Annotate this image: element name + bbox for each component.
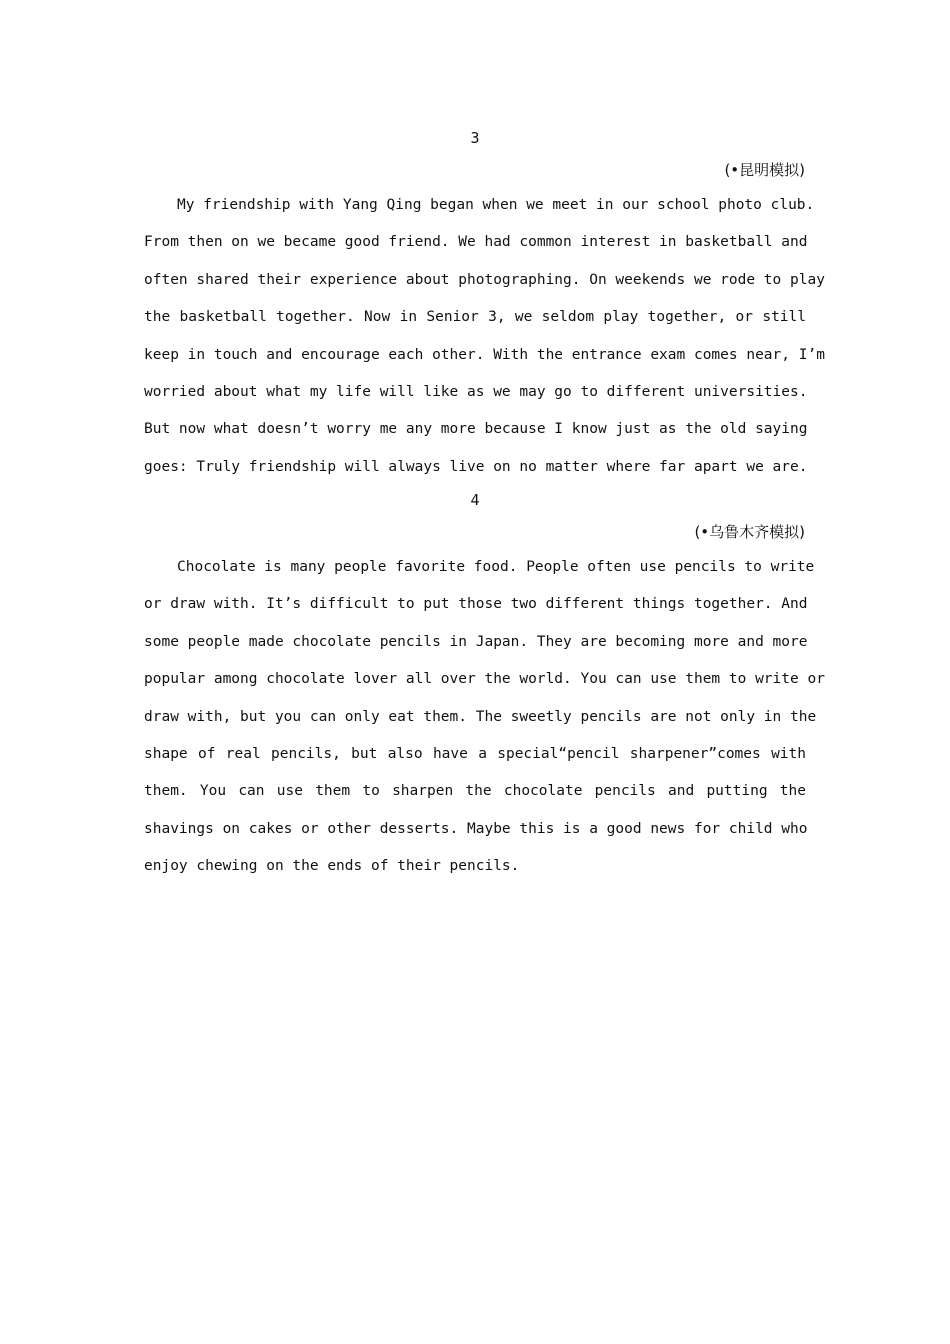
passage-line: My friendship with Yang Qing began when we meet in our school photo club. [177, 197, 815, 213]
passage-line: or draw with. It’s difficult to put those two different things together. And [144, 596, 808, 613]
passage-line: From then on we became good friend. We had common interest in basketball and [144, 234, 808, 251]
passage-line: But now what doesn’t worry me any more because I know just as the old saying [144, 421, 808, 438]
passage-line: popular among chocolate lover all over the world. You can use them to write or [144, 671, 825, 688]
passage-line: shape of real pencils, but also have a special“pencil sharpener”comes with [144, 745, 806, 762]
passage-line: draw with, but you can only eat them. The sweetly pencils are not only in the [144, 708, 817, 725]
passage-line: often shared their experience about photographing. On weekends we rode to play [144, 271, 825, 288]
passage-line: enjoy chewing on the ends of their pencils. [144, 858, 520, 875]
passage-line: some people made chocolate pencils in Japan. They are becoming more and more [144, 633, 808, 650]
passage-line: the basketball together. Now in Senior 3, we seldom play together, or still [144, 309, 806, 326]
section-number: 3 [470, 129, 480, 147]
passage-friendship [144, 195, 825, 494]
section-source: (•昆明模拟) [724, 161, 805, 179]
passage-line: Chocolate is many people favorite food. People often use pencils to write [177, 559, 815, 575]
passage-chocolate [144, 557, 825, 894]
passage-line: keep in touch and encourage each other. With the entrance exam comes near, I’m [144, 346, 825, 363]
passage-line: shavings on cakes or other desserts. Maybe this is a good news for child who [144, 820, 808, 837]
passage-line: goes: Truly friendship will always live on no matter where far apart we are. [144, 458, 808, 475]
passage-line: them. You can use them to sharpen the chocolate pencils and putting the [144, 783, 806, 800]
section-number: 4 [470, 491, 480, 509]
passage-line: worried about what my life will like as we may go to different universities. [144, 383, 808, 400]
section-source: (•乌鲁木齐模拟) [694, 523, 805, 541]
